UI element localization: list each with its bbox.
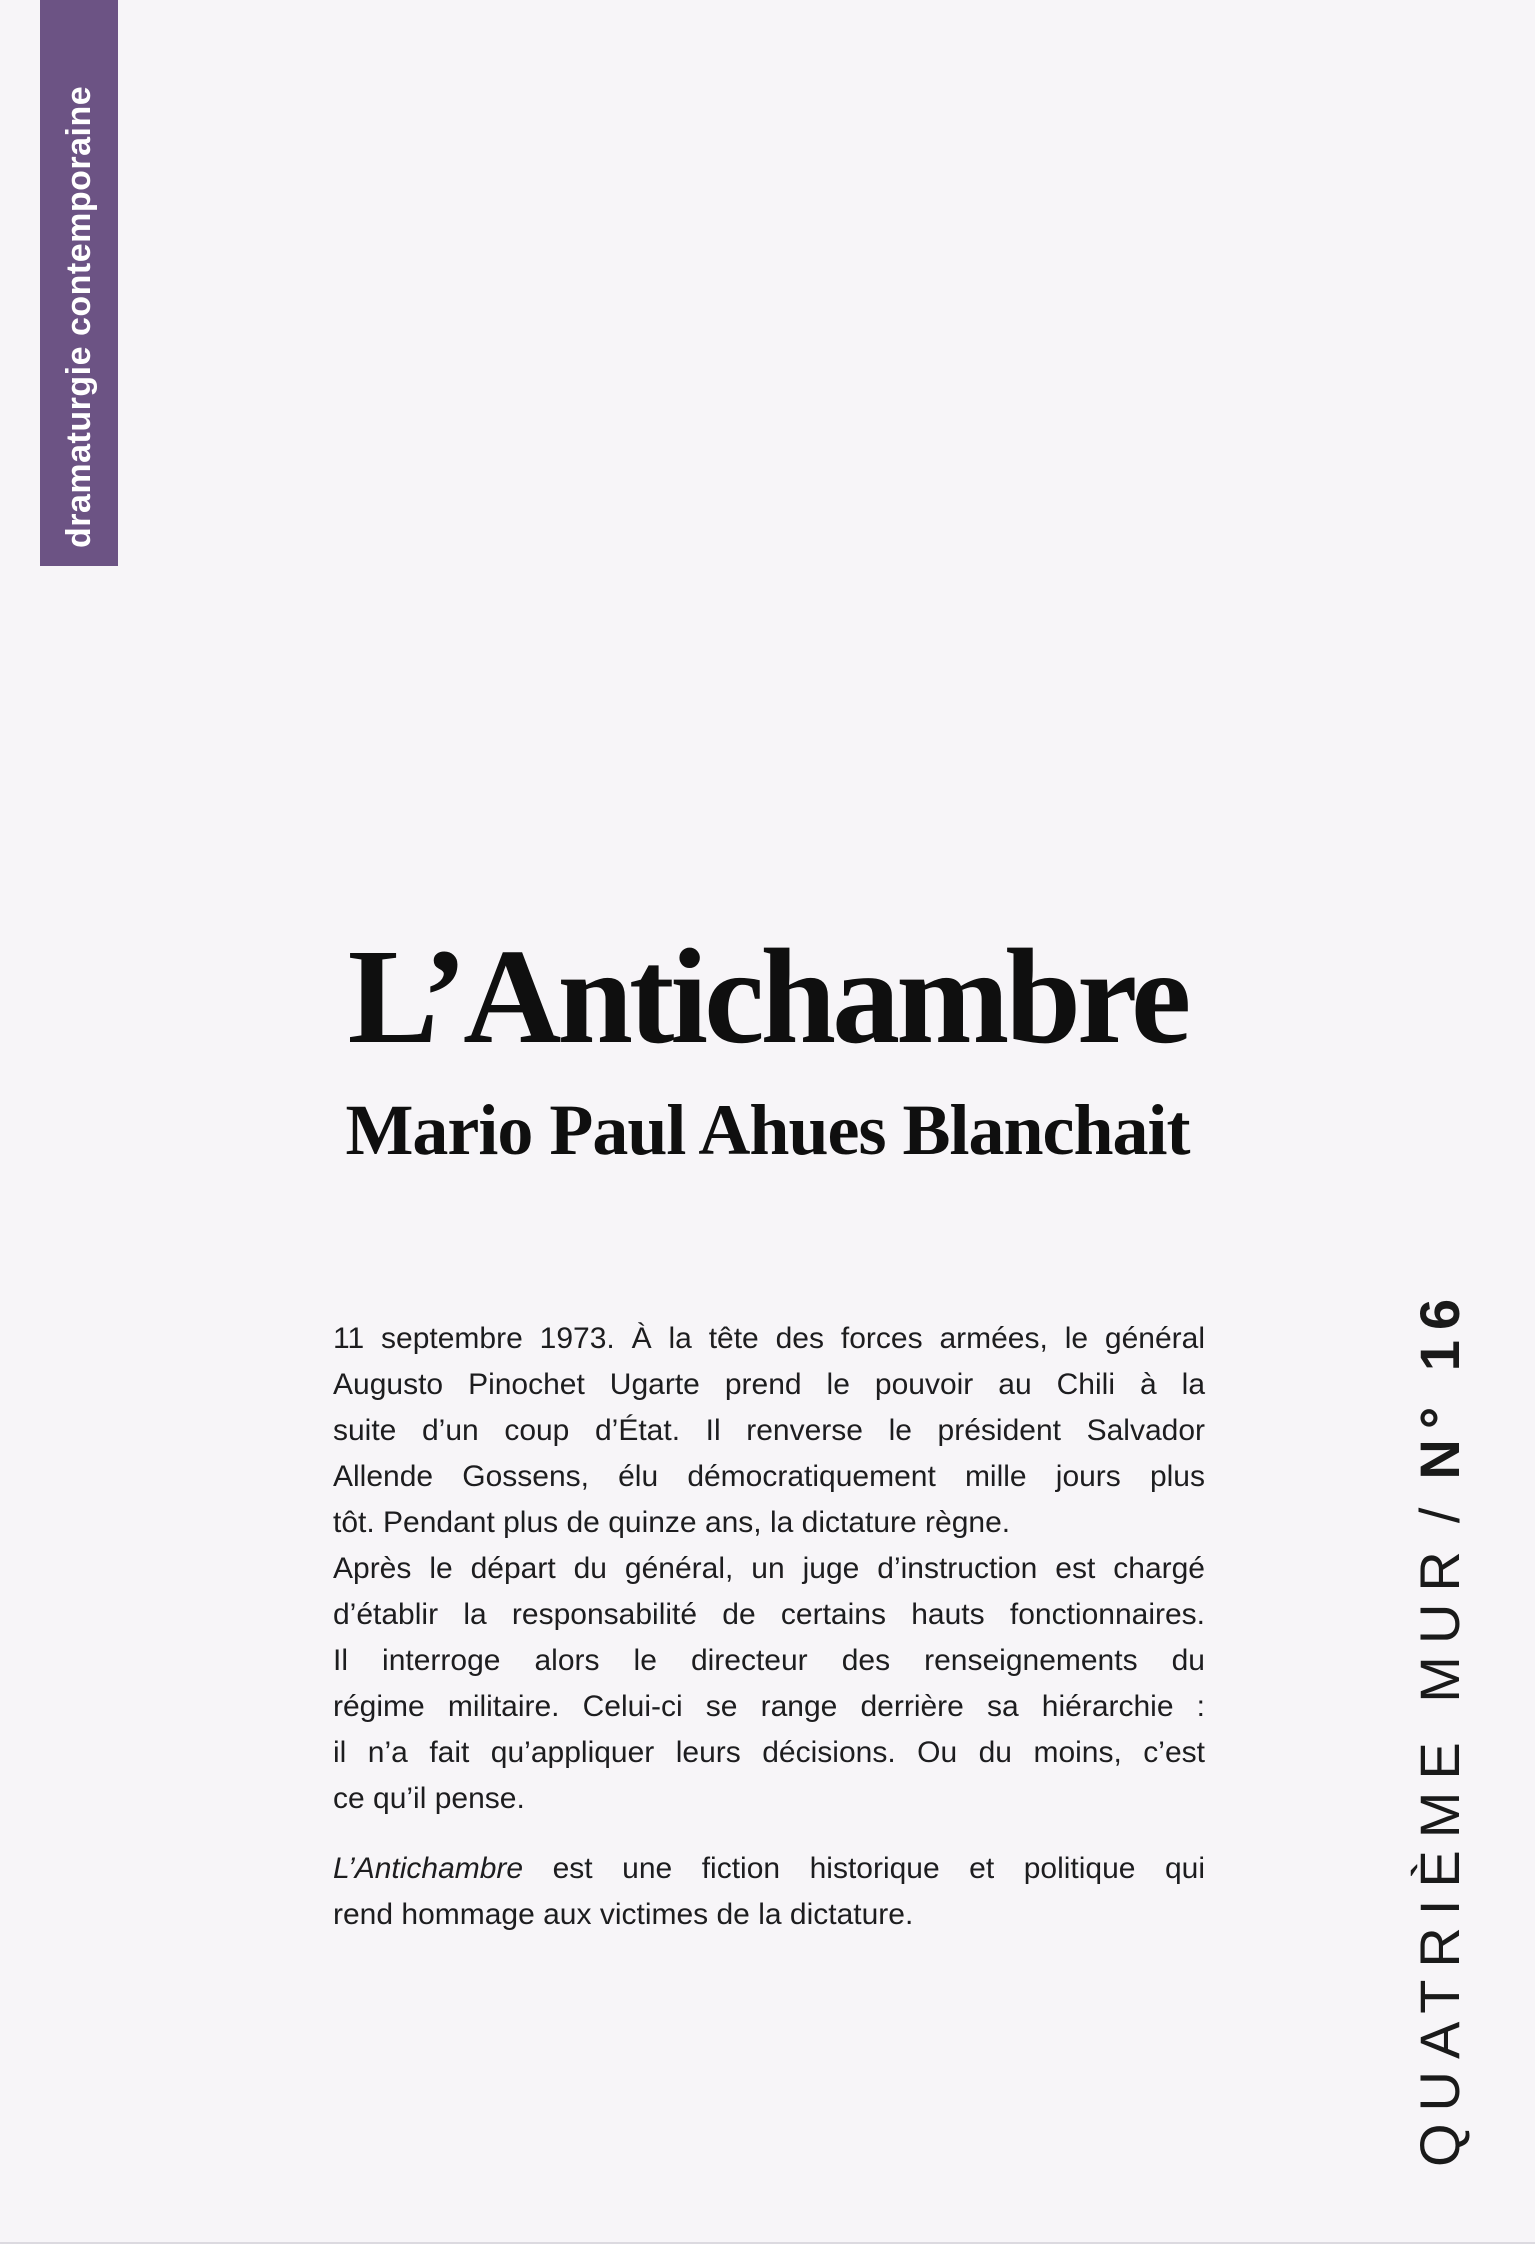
book-title: L’Antichambre [347,922,1188,1073]
synopsis-line [333,1776,1205,1822]
synopsis-text: est une fiction historique et politique qui [523,1852,1205,1885]
synopsis-line [333,1454,1205,1500]
synopsis-text: rend hommage aux victimes de la dictature. [333,1898,914,1931]
synopsis-block [333,1316,1205,1938]
synopsis-text: tôt. Pendant plus de quinze ans, la dictature règne. [333,1506,1011,1539]
synopsis-paragraph [333,1846,1205,1938]
series-separator: / [1408,1495,1471,1524]
collection-banner-label: dramaturgie contemporaine [60,85,98,548]
synopsis-line [333,1684,1205,1730]
synopsis-text: Allende Gossens, élu démocratiquement mille jours plus [333,1460,1205,1493]
synopsis-text: il n’a fait qu’appliquer leurs décisions. Ou du moins, c’est [333,1736,1205,1769]
synopsis-line [333,1730,1205,1776]
book-author: Mario Paul Ahues Blanchait [345,1089,1190,1170]
synopsis-title-reference: L’Antichambre [333,1852,524,1885]
synopsis-line [333,1846,1205,1892]
synopsis-line [333,1316,1205,1362]
synopsis-line [333,1408,1205,1454]
series-label [1410,1289,1470,2167]
synopsis-paragraph [333,1546,1205,1822]
synopsis-paragraph [333,1316,1205,1546]
synopsis-text: régime militaire. Celui-ci se range derrière sa hiérarchie : [333,1690,1205,1723]
synopsis-line [333,1592,1205,1638]
series-name: QUATRIÈME MUR [1408,1539,1471,2167]
synopsis-text: ce qu’il pense. [333,1782,525,1815]
synopsis-text: Augusto Pinochet Ugarte prend le pouvoir au Chili à la [333,1368,1205,1401]
synopsis-text: suite d’un coup d’État. Il renverse le président Salvador [333,1414,1205,1447]
synopsis-line [333,1892,1205,1938]
synopsis-text: Après le départ du général, un juge d’instruction est chargé [333,1552,1205,1585]
synopsis-line [333,1362,1205,1408]
synopsis-text: Il interroge alors le directeur des renseignements du [333,1644,1205,1677]
synopsis-text: d’établir la responsabilité de certains hauts fonctionnaires. [333,1598,1205,1631]
collection-banner [40,0,118,566]
synopsis-line [333,1546,1205,1592]
synopsis-line [333,1500,1205,1546]
synopsis-line [333,1638,1205,1684]
synopsis-text: 11 septembre 1973. À la tête des forces armées, le général [333,1322,1205,1355]
series-number: N° 16 [1408,1288,1471,1480]
